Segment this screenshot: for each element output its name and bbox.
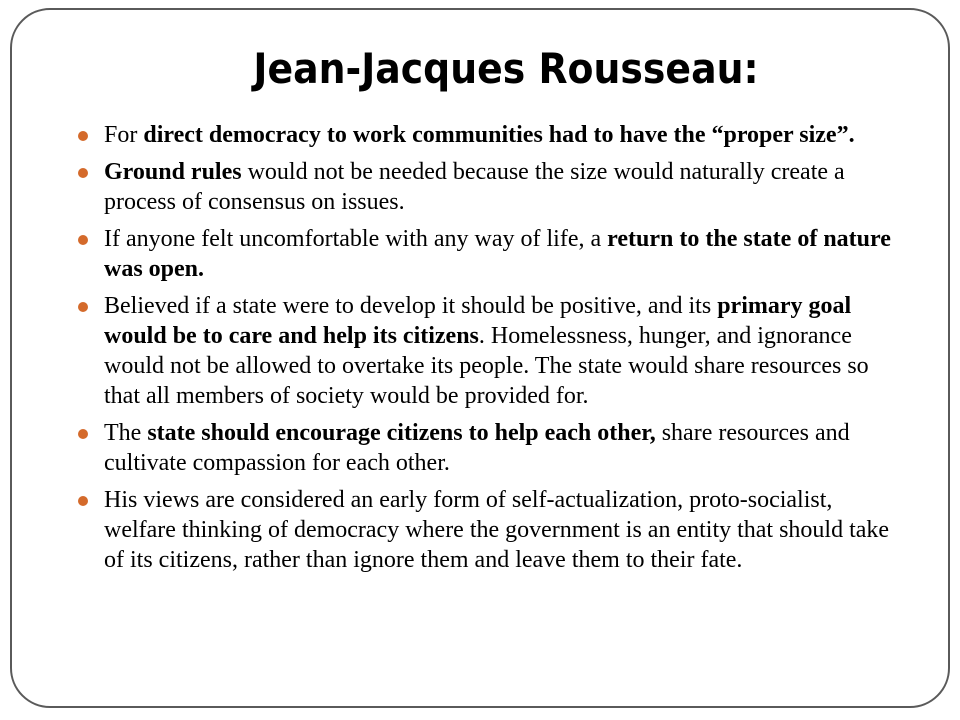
bullet-text-segment-bold: direct democracy to work communities had to have the “proper size”. [143,122,855,148]
bullet-text-segment-bold: return to the state of nature was open. [104,226,891,282]
bullet-text-segment-bold: Ground rules [104,159,242,185]
bullet-text-segment-bold: primary goal would be to care and help its citizens [104,293,852,349]
bullet-item-5 [76,418,906,478]
bullet-text-segment: share resources and cultivate compassion for each other. [104,420,850,476]
bullet-text-segment: For [104,122,144,148]
slide-title: Jean-Jacques Rousseau: [253,44,759,93]
bullet-item-1 [76,120,906,150]
bullet-dot-icon [78,496,88,506]
bullet-dot-icon [78,168,88,178]
bullet-text-segment-bold: state should encourage citizens to help each other, [147,420,656,446]
bullet-list [76,120,906,582]
bullet-text-segment: would not be needed because the size would naturally create a process of consensus on issues. [104,159,845,215]
bullet-dot-icon [78,235,88,245]
bullet-text-segment: The [104,420,148,446]
bullet-item-6 [76,485,906,575]
bullet-dot-icon [78,131,88,141]
bullet-text-segment: Believed if a state were to develop it should be positive, and its [104,293,718,319]
bullet-item-4 [76,291,906,411]
bullet-dot-icon [78,302,88,312]
bullet-text-segment: . Homelessness, hunger, and ignorance would not be allowed to overtake its people. The state would share resources so that all members of society would be provided for. [104,323,869,409]
bullet-text-segment: If anyone felt uncomfortable with any way of life, a [104,226,608,252]
bullet-item-2 [76,157,906,217]
bullet-text-segment: His views are considered an early form of self-actualization, proto-socialist, welfare thinking of democracy where the government is an entity that should take of its citizens, rather than ignore them and leave them to their fate. [104,487,890,573]
bullet-dot-icon [78,429,88,439]
bullet-item-3 [76,224,906,284]
